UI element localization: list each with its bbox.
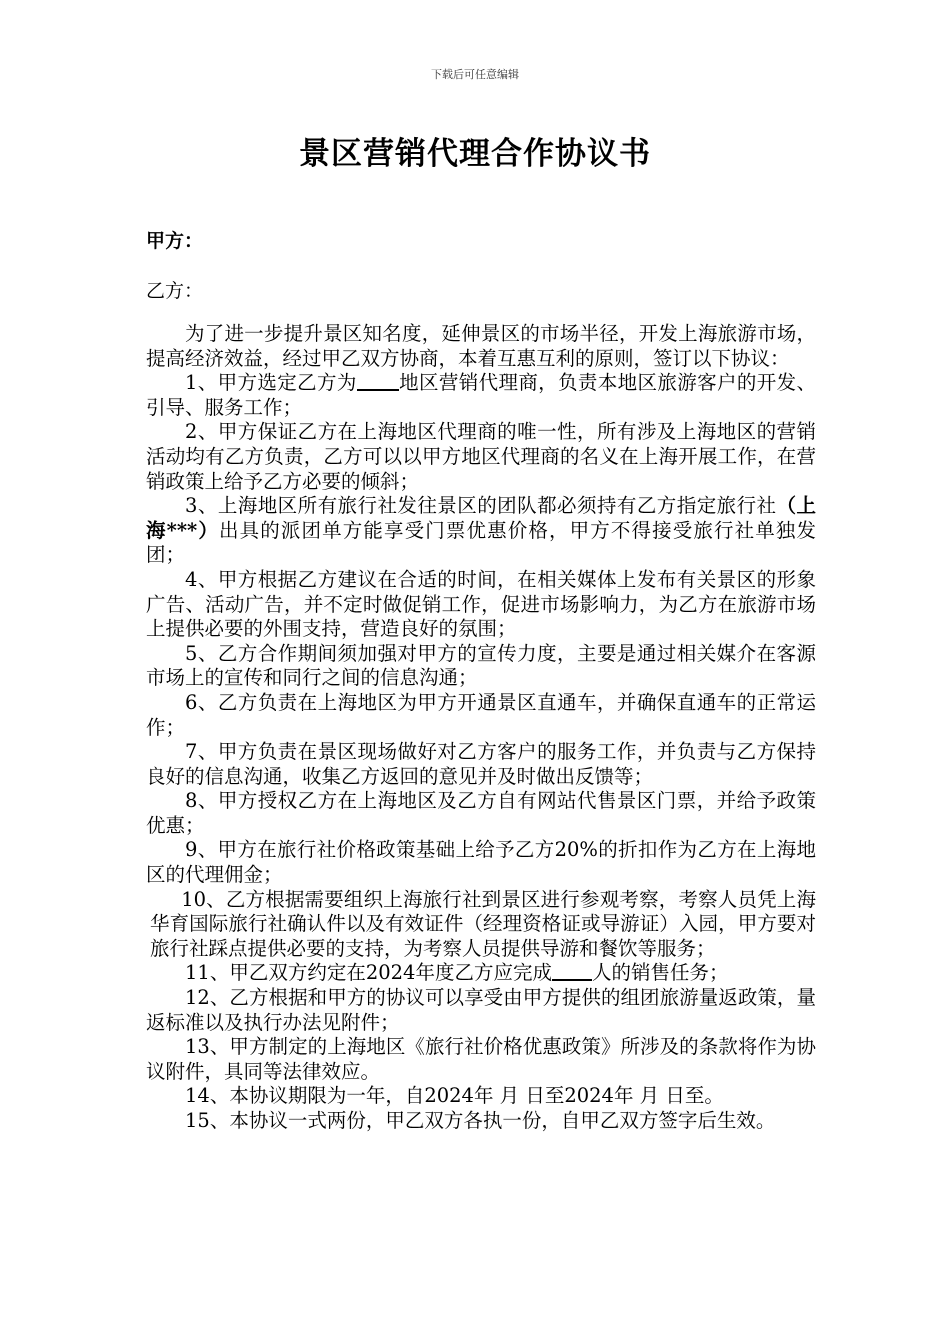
clause-6: 6、乙方负责在上海地区为甲方开通景区直通车，并确保直通车的正常运作；: [146, 690, 816, 739]
clause-11: [146, 961, 816, 986]
party-b-label: 乙方：: [146, 280, 204, 302]
party-a-label: 甲方：: [146, 230, 204, 252]
sales-target-blank: [552, 961, 592, 981]
clause-1-pre: 1、甲方选定乙方为: [185, 371, 357, 395]
clause-15: 15、本协议一式两份，甲乙双方各执一份，自甲乙双方签字后生效。: [185, 1109, 776, 1132]
header-note: 下载后可任意编辑: [431, 68, 519, 81]
clause-11-post: 人的销售任务；: [591, 961, 729, 985]
document-title: 景区营销代理合作协议书: [299, 136, 651, 172]
clause-3-pre: 3、上海地区所有旅行社发往景区的团队都必须持有乙方指定旅行社: [185, 494, 777, 518]
clause-10: 10、乙方根据需要组织上海旅行社到景区进行参观考察，考察人员凭上海华育国际旅行社确认件以及有效证件（经理资格证或导游证）入园，甲方要对旅行社踩点提供必要的支持，为考察人员提供导游和餐饮等服务；: [150, 887, 816, 960]
clause-1-post: 地区营销代理商，负责本地区旅游客户的开发、引导、服务工作；: [146, 371, 816, 419]
clause-3-agency: （上海***）: [146, 494, 816, 542]
clause-13: 13、甲方制定的上海地区《旅行社价格优惠政策》所涉及的条款将作为协议附件，具同等法律效应。: [146, 1035, 816, 1083]
clause-5: 5、乙方合作期间须加强对甲方的宣传力度，主要是通过相关媒介在客源市场上的宣传和同行之间的信息沟通；: [146, 641, 816, 690]
region-blank: [357, 371, 399, 391]
clause-1: [146, 371, 816, 420]
clause-3: [146, 494, 816, 568]
clause-8: 8、甲方授权乙方在上海地区及乙方自有网站代售景区门票，并给予政策优惠；: [146, 789, 816, 837]
clause-12: 12、乙方根据和甲方的协议可以享受由甲方提供的组团旅游量返政策，量返标准以及执行办法见附件；: [146, 986, 816, 1034]
clause-9: 9、甲方在旅行社价格政策基础上给予乙方20%的折扣作为乙方在上海地区的代理佣金；: [146, 838, 816, 887]
clause-2: 2、甲方保证乙方在上海地区代理商的唯一性，所有涉及上海地区的营销活动均有乙方负责，乙方可以以甲方地区代理商的名义在上海开展工作，在营销政策上给予乙方必要的倾斜；: [146, 420, 816, 493]
clause-14: 14、本协议期限为一年，自2024年 月 日至2024年 月 日至。: [185, 1084, 724, 1108]
clause-7: 7、甲方负责在景区现场做好对乙方客户的服务工作，并负责与乙方保持良好的信息沟通，收集乙方返回的意见并及时做出反馈等；: [146, 740, 816, 788]
clause-11-pre: 11、甲乙双方约定在2024年度乙方应完成: [185, 961, 552, 985]
clause-3-post: 出具的派团单方能享受门票优惠价格，甲方不得接受旅行社单独发团；: [146, 518, 816, 567]
agreement-body: [146, 322, 816, 1134]
intro-paragraph: 为了进一步提升景区知名度，延伸景区的市场半径，开发上海旅游市场，提高经济效益，经过甲乙双方协商，本着互惠互利的原则，签订以下协议：: [146, 322, 816, 370]
clause-4: 4、甲方根据乙方建议在合适的时间，在相关媒体上发布有关景区的形象广告、活动广告，并不定时做促销工作，促进市场影响力，为乙方在旅游市场上提供必要的外围支持，营造良好的氛围；: [146, 567, 816, 641]
